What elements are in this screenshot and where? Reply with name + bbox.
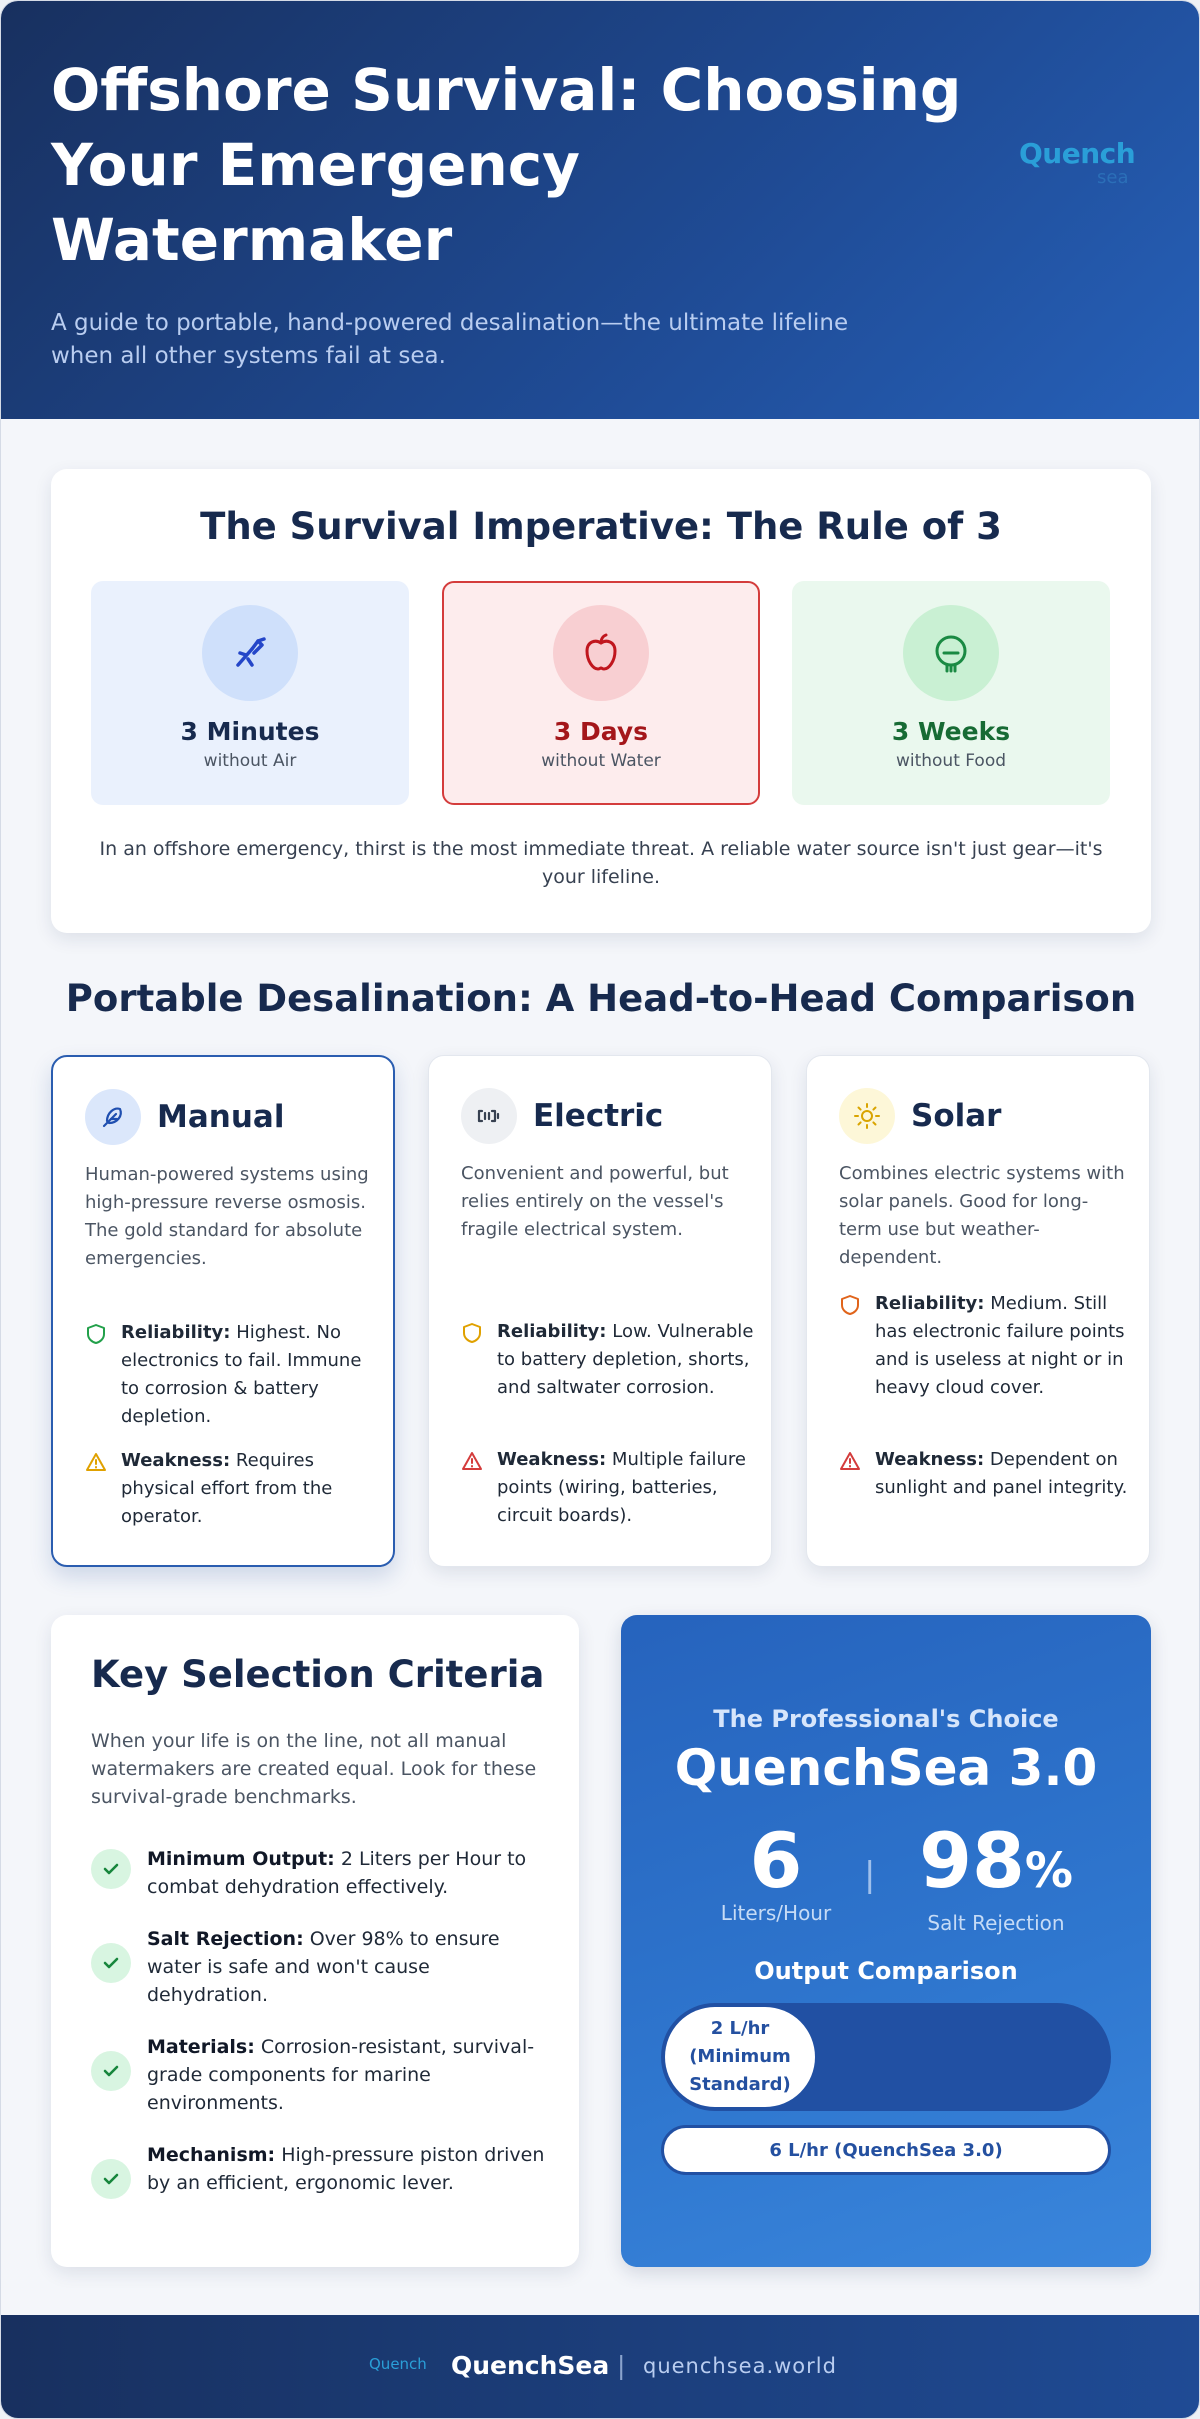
stat-output-label: Liters/Hour	[720, 1901, 832, 1925]
rule-label-food: without Food	[895, 751, 1007, 771]
warning-icon	[461, 1450, 483, 1472]
rule-item-air	[91, 581, 409, 805]
product-name: QuenchSea 3.0	[674, 1739, 1098, 1797]
footer-logo: Quench	[369, 2355, 427, 2373]
rule-of-three-note: In an offshore emergency, thirst is the most immediate threat. A reliable water source isn't just gear—it's your lifeline.	[99, 838, 1103, 888]
reliability-text-solar: Reliability: Medium. Still has electronic failure points and is useless at night or in heavy cloud cover.	[875, 1293, 1125, 1398]
product-highlight-card	[621, 1615, 1151, 2267]
footer	[1, 2315, 1200, 2419]
battery-icon	[461, 1088, 517, 1144]
lungs-icon	[202, 605, 298, 701]
rule-item-water	[442, 581, 760, 805]
quenchsea-output-bar	[661, 2125, 1111, 2175]
rule-item-food	[792, 581, 1110, 805]
footer-url[interactable]: quenchsea.world	[643, 2354, 837, 2378]
check-icon	[91, 1849, 131, 1889]
card-desc-manual: Human-powered systems using high-pressure reverse osmosis. The gold standard for absolute emergencies.	[85, 1164, 369, 1269]
criteria-text: Materials: Corrosion-resistant, survival-grade components for marine environments.	[147, 2036, 535, 2114]
comparison-card-manual	[51, 1055, 395, 1567]
card-name-manual: Manual	[157, 1099, 285, 1135]
weakness-text-electric: Weakness: Multiple failure points (wiring, batteries, circuit boards).	[497, 1449, 746, 1526]
hero-header	[1, 1, 1200, 419]
card-name-electric: Electric	[533, 1098, 664, 1134]
criteria-intro: When your life is on the line, not all manual watermakers are created equal. Look for these survival-grade benchmarks.	[91, 1730, 537, 1808]
warning-icon	[839, 1450, 861, 1472]
shield-icon	[85, 1323, 107, 1345]
output-bar-track	[661, 2003, 1111, 2111]
rule-value-food: 3 Weeks	[891, 717, 1011, 746]
card-desc-electric: Convenient and powerful, but relies entirely on the vessel's fragile electrical system.	[461, 1163, 729, 1240]
criteria-text: Salt Rejection: Over 98% to ensure water is safe and won't cause dehydration.	[147, 1928, 500, 2006]
check-icon	[91, 1943, 131, 1983]
comparison-card-electric	[428, 1055, 772, 1567]
food-icon	[903, 605, 999, 701]
footer-brand: QuenchSea	[451, 2351, 610, 2380]
rule-label-air: without Air	[203, 751, 297, 771]
stat-output	[671, 1817, 881, 1925]
rule-of-three-title: The Survival Imperative: The Rule of 3	[200, 505, 1002, 548]
reliability-text-manual: Reliability: Highest. No electronics to fail. Immune to corrosion & battery depletion.	[121, 1322, 362, 1427]
warning-icon	[85, 1451, 107, 1473]
card-desc-solar: Combines electric systems with solar panels. Good for long-term use but weather-dependent.	[839, 1163, 1125, 1268]
stat-output-value: 6	[749, 1816, 803, 1905]
selection-criteria-card	[51, 1615, 579, 2267]
brand-logo	[1019, 137, 1134, 187]
output-comparison-title: Output Comparison	[754, 1957, 1018, 1985]
stat-divider: |	[864, 1855, 876, 1895]
criteria-text: Mechanism: High-pressure piston driven by an efficient, ergonomic lever.	[147, 2144, 545, 2194]
criteria-title: Key Selection Criteria	[91, 1653, 545, 1696]
stat-salt-rejection	[891, 1817, 1101, 1935]
shield-icon	[839, 1294, 861, 1316]
stat-salt-value: 98%	[919, 1816, 1073, 1905]
footer-separator: |	[617, 2351, 626, 2380]
page-subtitle: A guide to portable, hand-powered desalination—the ultimate lifeline when all other systems fail at sea.	[51, 310, 849, 369]
check-icon	[91, 2159, 131, 2199]
rule-of-three-card	[51, 469, 1151, 933]
weakness-text-manual: Weakness: Requires physical effort from the operator.	[121, 1450, 333, 1527]
rule-value-water: 3 Days	[553, 717, 649, 746]
product-kicker: The Professional's Choice	[713, 1705, 1059, 1733]
shield-icon	[461, 1322, 483, 1344]
reliability-text-electric: Reliability: Low. Vulnerable to battery depletion, shorts, and saltwater corrosion.	[497, 1321, 754, 1398]
criteria-text: Minimum Output: 2 Liters per Hour to combat dehydration effectively.	[147, 1848, 527, 1898]
sun-icon	[839, 1088, 895, 1144]
minimum-standard-label: 2 L/hr (Minimum Standard)	[689, 2018, 791, 2095]
weakness-text-solar: Weakness: Dependent on sunlight and panel integrity.	[875, 1449, 1128, 1498]
feather-icon	[85, 1089, 141, 1145]
comparison-title: Portable Desalination: A Head-to-Head Comparison	[65, 977, 1137, 1020]
page-title: Offshore Survival: Choosing Your Emergency Watermaker	[51, 56, 962, 274]
minimum-standard-bar	[665, 2007, 815, 2107]
brand-logo-subtext: sea	[1097, 167, 1129, 188]
brand-logo-text: Quench	[1019, 137, 1136, 170]
card-name-solar: Solar	[911, 1098, 1002, 1134]
quenchsea-output-label: 6 L/hr (QuenchSea 3.0)	[769, 2139, 1003, 2161]
stat-salt-label: Salt Rejection	[927, 1911, 1065, 1935]
apple-icon	[553, 605, 649, 701]
rule-value-air: 3 Minutes	[180, 717, 320, 746]
comparison-card-solar	[806, 1055, 1150, 1567]
check-icon	[91, 2051, 131, 2091]
rule-label-water: without Water	[541, 751, 661, 771]
